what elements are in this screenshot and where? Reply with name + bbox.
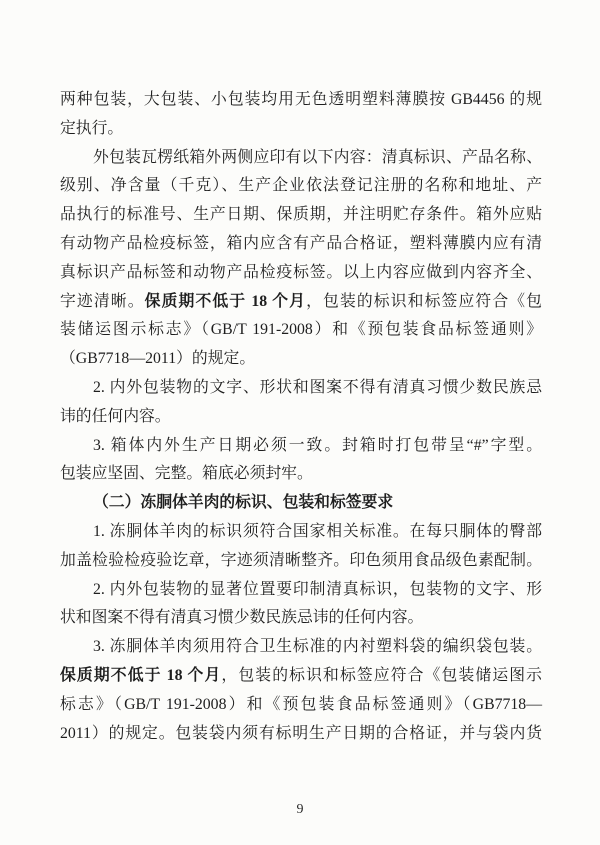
text-line: 有动物产品检疫标签，箱内应含有产品合格证，塑料薄膜内应有清 [60,234,542,252]
section-heading: （二）冻胴体羊肉的标识、包装和标签要求 [93,494,394,512]
text-line: 2011）的规定。包装袋内须有标明生产日期的合格证，并与袋内货 [60,724,542,742]
text-line: 讳的任何内容。 [60,407,171,425]
text-line [60,288,542,317]
text-line: 包装应坚固、完整。箱底必须封牢。 [60,465,313,483]
text-line: 外包装瓦楞纸箱外两侧应印有以下内容：清真标识、产品名称、 [93,148,542,166]
text-line: 品执行的标准号、生产日期、保质期，并注明贮存条件。箱外应贴 [60,206,542,224]
text-line: 级别、净含量（千克）、生产企业依法登记注册的名称和地址、产 [60,177,542,195]
text-line: 3. 箱体内外生产日期必须一致。封箱时打包带呈“#”字型。 [93,436,542,454]
text-line: 两种包装，大包装、小包装均用无色透明塑料薄膜按 GB4456 的规 [60,91,542,108]
page-number: 9 [296,802,304,817]
text-line: 1. 冻胴体羊肉的标识须符合国家相关标准。在每只胴体的臀部 [93,522,542,540]
text-segment: 字迹清晰。 [60,292,145,310]
text-line [60,662,542,691]
text-line: 标志》（GB/T 191-2008）和《预包装食品标签通则》（GB7718— [60,695,542,713]
bold-text: 保质期不低于 18 个月 [60,666,222,684]
text-line: 真标识产品标签和动物产品检疫标签。以上内容应做到内容齐全、 [60,263,542,281]
text-line: 加盖检验检疫验讫章，字迹须清晰整齐。印色须用食品级色素配制。 [60,551,542,569]
text-line: 2. 内外包装物的文字、形状和图案不得有清真习惯少数民族忌 [93,378,542,396]
text-segment: ，包装的标识和标签应符合《包 [306,292,542,310]
text-line: （GB7718—2011）的规定。 [60,350,256,368]
text-line: 3. 冻胴体羊肉须用符合卫生标准的内衬塑料袋的编织袋包装。 [93,638,542,656]
text-line: 装储运图示标志》（GB/T 191-2008）和《预包装食品标签通则》 [60,321,542,339]
text-line: 状和图案不得有清真习惯少数民族忌讳的任何内容。 [60,609,424,627]
text-line: 2. 内外包装物的显著位置要印制清真标识，包装物的文字、形 [93,580,542,598]
text-line: 定执行。 [60,119,124,137]
text-segment: ，包装的标识和标签应符合《包装储运图示 [221,666,542,684]
body-text [60,86,542,748]
bold-text: 保质期不低于 18 个月 [144,292,307,310]
